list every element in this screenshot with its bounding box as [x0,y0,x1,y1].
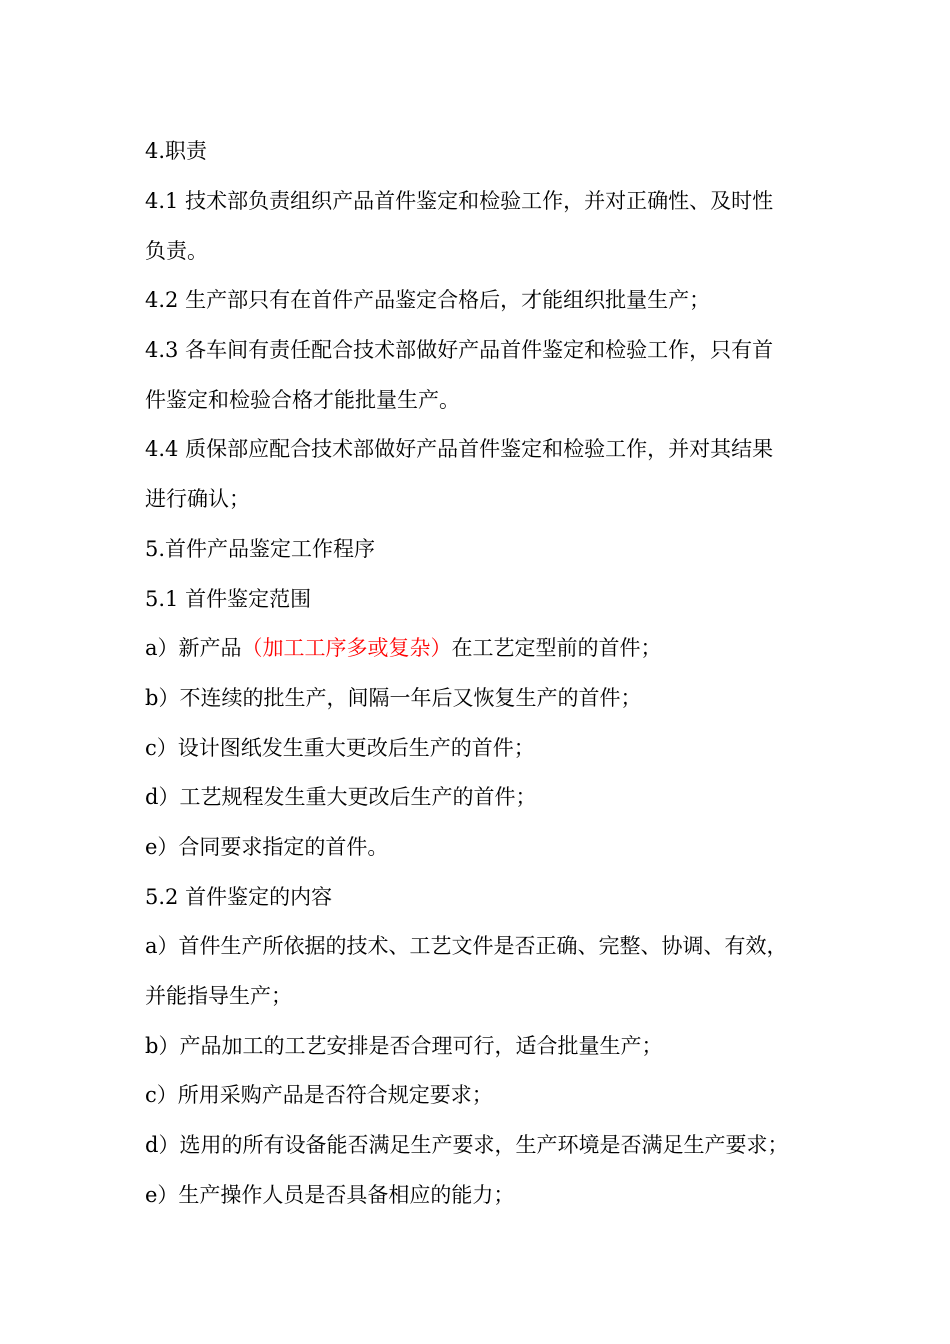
highlighted-note: （加工工序多或复杂） [241,636,452,660]
list-item-suffix: 在工艺定型前的首件； [451,636,662,660]
paragraph-4-4: 4.4 质保部应配合技术部做好产品首件鉴定和检验工作，并对其结果 [145,437,774,461]
paragraph-4-1-cont: 负责。 [145,239,208,263]
list-item-5-2-c: c）所用采购产品是否符合规定要求； [145,1083,493,1107]
section-heading-4: 4.职责 [145,139,208,163]
list-item-5-1-c: c）设计图纸发生重大更改后生产的首件； [145,736,535,760]
list-item-5-2-a-cont: 并能指导生产； [145,984,292,1008]
paragraph-4-3: 4.3 各车间有责任配合技术部做好产品首件鉴定和检验工作，只有首 [145,338,774,362]
section-heading-5: 5.首件产品鉴定工作程序 [145,537,376,561]
paragraph-4-3-cont: 件鉴定和检验合格才能批量生产。 [145,388,460,412]
list-item-5-1-b: b）不连续的批生产，间隔一年后又恢复生产的首件； [145,686,642,710]
paragraph-4-4-cont: 进行确认； [145,487,250,511]
subsection-heading-5-1: 5.1 首件鉴定范围 [145,587,312,611]
list-item-5-2-a: a）首件生产所依据的技术、工艺文件是否正确、完整、协调、有效， [145,934,788,958]
list-item-5-2-b: b）产品加工的工艺安排是否合理可行，适合批量生产； [145,1034,663,1058]
list-item-5-2-e: e）生产操作人员是否具备相应的能力； [145,1183,515,1207]
list-item-5-1-d: d）工艺规程发生重大更改后生产的首件； [145,785,537,809]
list-item-5-2-d: d）选用的所有设备能否满足生产要求，生产环境是否满足生产要求； [145,1133,789,1157]
subsection-heading-5-2: 5.2 首件鉴定的内容 [145,885,333,909]
list-item-prefix: a）新产品 [145,636,242,660]
list-item-5-1-e: e）合同要求指定的首件。 [145,835,389,859]
list-item-5-1-a [145,623,825,673]
paragraph-4-2: 4.2 生产部只有在首件产品鉴定合格后，才能组织批量生产； [145,288,711,312]
paragraph-4-1: 4.1 技术部负责组织产品首件鉴定和检验工作，并对正确性、及时性 [145,189,774,213]
